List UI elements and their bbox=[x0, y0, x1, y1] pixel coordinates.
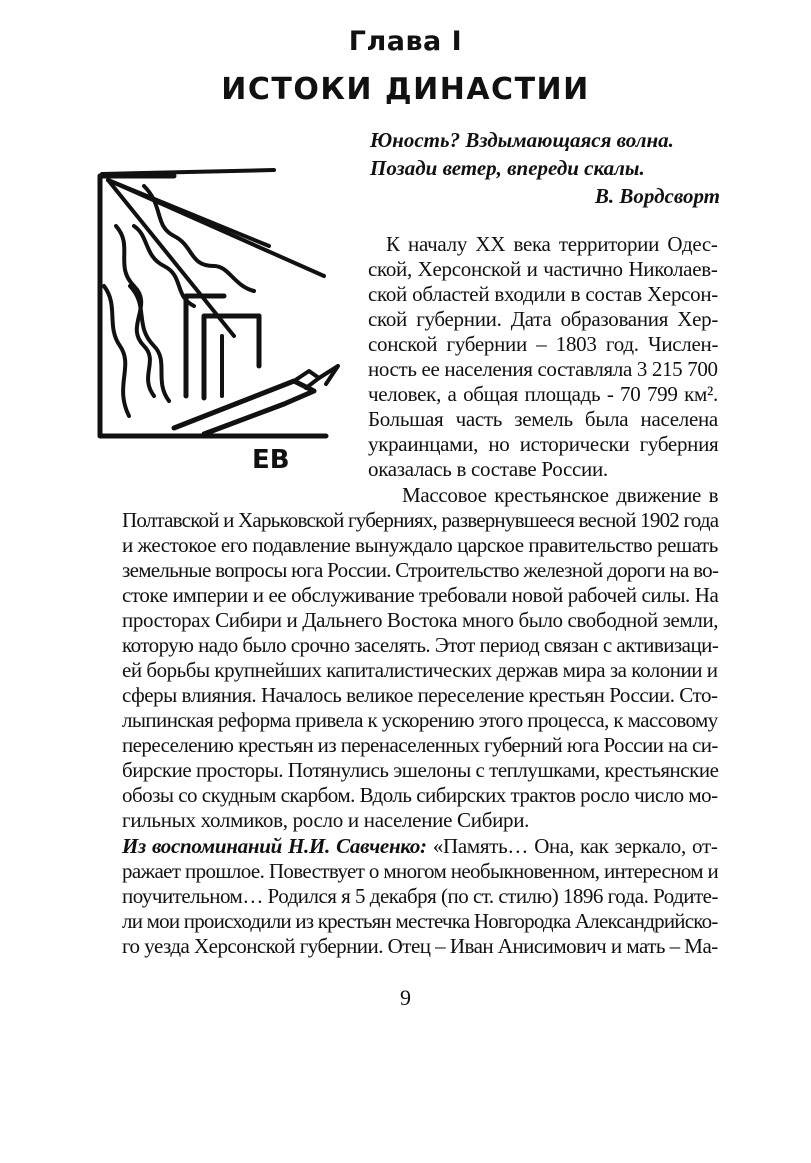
text-line: го уезда Херсонской губернии. Отец – Иван Анисимович и мать – Ма- bbox=[122, 934, 718, 958]
text-line: ли мои происходили из крестьян местечка Новгородка Александрийско- bbox=[122, 909, 718, 933]
text-line: лыпинская реформа привела к ускорению этого процесса, к массовому bbox=[122, 708, 718, 732]
text-line: обозы со скудным скарбом. Вдоль сибирских трактов росло число мо- bbox=[122, 783, 718, 807]
memoir-text: «Память… Она, как зеркало, от- bbox=[432, 834, 718, 858]
memoir-lead: Из воспоминаний Н.И. Савченко: bbox=[122, 834, 427, 858]
chapter-title: ИСТОКИ ДИНАСТИИ bbox=[221, 72, 590, 107]
epigraph-author: В. Вордсворт bbox=[594, 184, 720, 208]
page-number: 9 bbox=[400, 985, 411, 1010]
chapter-label: Глава I bbox=[348, 26, 463, 57]
text-line: бирские просторы. Потянулись эшелоны с теплушками, крестьянские bbox=[122, 758, 719, 782]
text-line: переселению крестьян из перенаселенных губерний юга России на си- bbox=[122, 733, 718, 757]
text-line: сферы влияния. Началось великое переселение крестьян России. Сто- bbox=[122, 683, 718, 707]
text-line: просторах Сибири и Дальнего Востока много было свободной земли, bbox=[122, 608, 719, 632]
text-line: которую надо было срочно заселять. Этот период связан с активизаци- bbox=[122, 633, 719, 657]
text-line: украинцами, но исторически губерния bbox=[368, 432, 719, 456]
text-line: ской областей входили в состав Херсон- bbox=[368, 282, 719, 306]
text-line: и жестокое его подавление вынуждало царское правительство решать bbox=[122, 533, 718, 557]
text-line: ность ее населения составляла 3 215 700 bbox=[368, 357, 718, 381]
epigraph bbox=[370, 126, 720, 210]
monogram: ЕВ bbox=[252, 445, 290, 475]
text-line: оказалась в составе России. bbox=[368, 457, 608, 481]
memoir-first-line bbox=[122, 834, 718, 858]
text-line: ской губернии. Дата образования Хер- bbox=[368, 307, 719, 331]
text-line: ражает прошлое. Повествует о многом необыкновенном, интересном и bbox=[122, 859, 719, 883]
text-line: стоке империи и ее обслуживание требовали новой рабочей силы. На bbox=[122, 583, 719, 607]
text-line: ей борьбы крупнейших капиталистических держав мира за колонии и bbox=[122, 658, 718, 682]
text-line: поучительном… Родился я 5 декабря (по ст. стилю) 1896 года. Родите- bbox=[122, 884, 718, 908]
drop-cap-ornament-icon bbox=[94, 166, 344, 476]
text-line: сонской губернии – 1803 год. Числен- bbox=[368, 332, 719, 356]
text-line: Полтавской и Харьковской губерниях, развернувшееся весной 1902 года bbox=[122, 508, 719, 532]
text-line: земельные вопросы юга России. Строительство железной дороги на во- bbox=[122, 558, 719, 582]
text-line: Массовое крестьянское движение в bbox=[402, 483, 719, 507]
epigraph-line: Юность? Вздымающаяся волна. bbox=[370, 128, 674, 152]
text-line: К началу XX века территории Одес- bbox=[386, 232, 718, 256]
text-line: человек, а общая площадь - 70 799 км². bbox=[368, 382, 718, 406]
text-line: гильных холмиков, росло и население Сибири. bbox=[122, 808, 530, 832]
text-line: Большая часть земель была населена bbox=[368, 407, 718, 431]
text-line: ской, Херсонской и частично Николаев- bbox=[368, 257, 718, 281]
epigraph-line: Позади ветер, впереди скалы. bbox=[370, 156, 645, 180]
